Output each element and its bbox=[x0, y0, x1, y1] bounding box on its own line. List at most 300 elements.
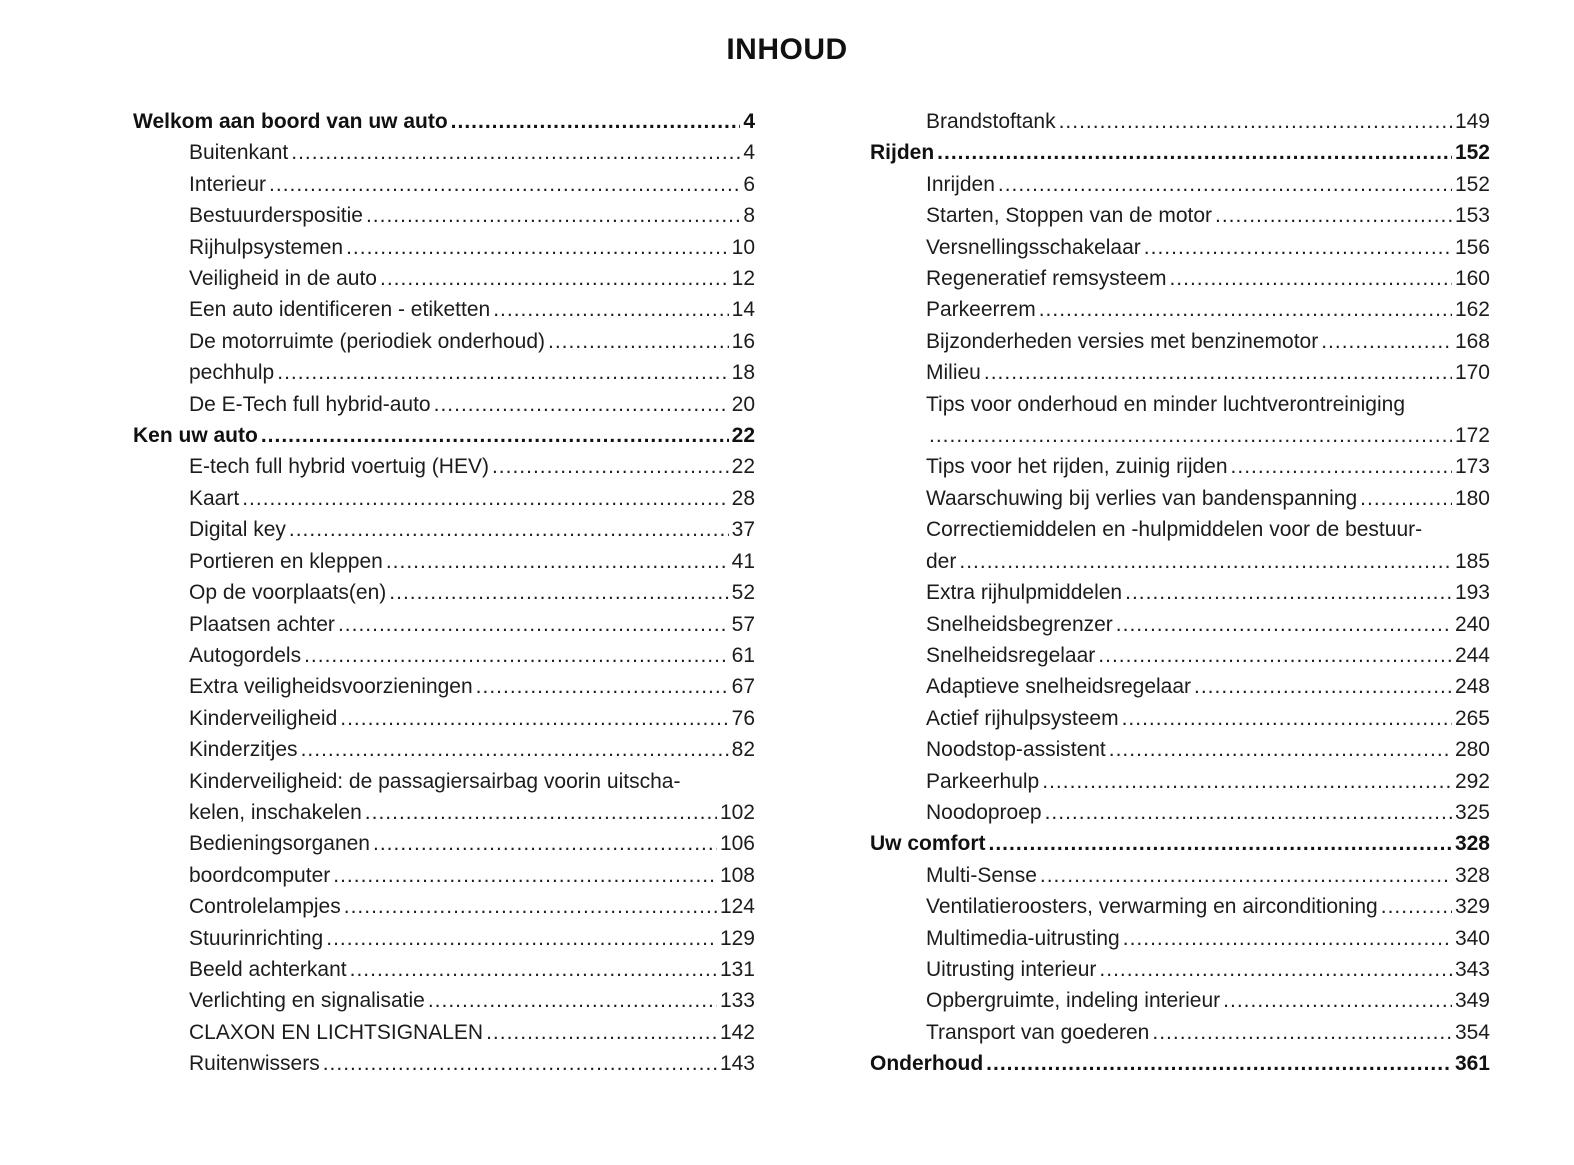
toc-entry[interactable] bbox=[870, 891, 1490, 922]
toc-entry[interactable] bbox=[133, 169, 755, 200]
toc-entry-page: 131 bbox=[719, 957, 755, 981]
toc-entry[interactable] bbox=[870, 1017, 1490, 1048]
toc-entry-page: 162 bbox=[1454, 298, 1490, 322]
dot-leader bbox=[1099, 954, 1452, 985]
toc-entry[interactable] bbox=[870, 860, 1490, 891]
toc-entry-line bbox=[926, 451, 1490, 482]
toc-entry-label: Kinderzitjes bbox=[189, 738, 298, 762]
toc-entry[interactable] bbox=[870, 954, 1490, 985]
toc-entry-wrap-text: Correctiemiddelen en -hulpmiddelen voor de bestuur- bbox=[926, 518, 1423, 542]
dot-leader bbox=[1045, 797, 1452, 828]
toc-entry-line bbox=[189, 640, 755, 671]
toc-entry-label: Bedieningsorganen bbox=[189, 832, 370, 856]
toc-entry-page: 41 bbox=[731, 549, 755, 573]
toc-entry-page: 160 bbox=[1454, 267, 1490, 291]
toc-entry-label: Milieu bbox=[926, 361, 981, 385]
dot-leader bbox=[1169, 263, 1452, 294]
toc-entry-page: 185 bbox=[1454, 549, 1490, 573]
toc-entry-label: De motorruimte (periodiek onderhoud) bbox=[189, 329, 546, 353]
toc-entry[interactable] bbox=[133, 1017, 755, 1048]
toc-entry[interactable] bbox=[133, 420, 755, 451]
toc-entry-label: Rijhulpsystemen bbox=[189, 235, 344, 259]
toc-entry-line bbox=[870, 828, 1490, 859]
toc-entry-label: Autogordels bbox=[189, 643, 302, 667]
toc-entry[interactable] bbox=[133, 232, 755, 263]
toc-entry-label: pechhulp bbox=[189, 361, 275, 385]
dot-leader bbox=[373, 828, 717, 859]
toc-entry-label: Multi-Sense bbox=[926, 863, 1037, 887]
toc-entry-label: Buitenkant bbox=[189, 141, 289, 165]
toc-entry[interactable] bbox=[870, 389, 1490, 452]
toc-entry-line bbox=[870, 137, 1490, 168]
toc-entry[interactable] bbox=[133, 137, 755, 168]
toc-entry-page: 67 bbox=[731, 675, 755, 699]
dot-leader bbox=[1194, 671, 1452, 702]
toc-entry-page: 170 bbox=[1454, 361, 1490, 385]
toc-entry[interactable] bbox=[870, 357, 1490, 388]
toc-entry-label: Noodstop-assistent bbox=[926, 738, 1106, 762]
toc-entry-page: 108 bbox=[719, 863, 755, 887]
toc-entry-page: 340 bbox=[1454, 926, 1490, 950]
toc-entry-page: 244 bbox=[1454, 643, 1490, 667]
dot-leader bbox=[380, 263, 729, 294]
dot-leader bbox=[291, 137, 740, 168]
toc-entry-page: 82 bbox=[731, 738, 755, 762]
toc-entry-label: Noodoproep bbox=[926, 800, 1042, 824]
dot-leader bbox=[984, 357, 1452, 388]
dot-leader bbox=[476, 671, 729, 702]
toc-entry-page: 102 bbox=[719, 800, 755, 824]
toc-entry[interactable] bbox=[133, 483, 755, 514]
toc-entry-page: 22 bbox=[731, 455, 755, 479]
toc-entry-label: Versnellingsschakelaar bbox=[926, 235, 1141, 259]
dot-leader bbox=[301, 734, 729, 765]
dot-leader bbox=[1381, 891, 1452, 922]
toc-entry-line bbox=[926, 232, 1490, 263]
toc-entry[interactable] bbox=[870, 294, 1490, 325]
toc-entry-line bbox=[189, 671, 755, 702]
toc-entry[interactable] bbox=[870, 169, 1490, 200]
toc-entry-page: 156 bbox=[1454, 235, 1490, 259]
toc-entry-line bbox=[926, 954, 1490, 985]
dot-leader bbox=[1098, 640, 1452, 671]
dot-leader bbox=[289, 514, 729, 545]
toc-entry-line bbox=[189, 985, 755, 1016]
toc-entry[interactable] bbox=[870, 797, 1490, 828]
dot-leader bbox=[929, 420, 1452, 451]
dot-leader bbox=[323, 1048, 717, 1079]
dot-leader bbox=[998, 169, 1452, 200]
toc-entry-wrap-text: Tips voor onderhoud en minder luchtverontreiniging bbox=[926, 392, 1406, 416]
toc-entry-label: kelen, inschakelen bbox=[189, 800, 362, 824]
toc-entry-label: Parkeerrem bbox=[926, 298, 1036, 322]
toc-entry-page: 20 bbox=[731, 392, 755, 416]
dot-leader bbox=[333, 860, 717, 891]
toc-entry[interactable] bbox=[870, 766, 1490, 797]
dot-leader bbox=[340, 703, 728, 734]
toc-entry-label: Uw comfort bbox=[870, 832, 986, 856]
dot-leader bbox=[346, 232, 729, 263]
toc-entry[interactable] bbox=[870, 483, 1490, 514]
toc-entry-line bbox=[189, 263, 755, 294]
toc-entry-line bbox=[189, 734, 755, 765]
toc-entry[interactable] bbox=[133, 577, 755, 608]
toc-entry-line bbox=[189, 169, 755, 200]
toc-entry-page: 354 bbox=[1454, 1020, 1490, 1044]
toc-entry-page: 292 bbox=[1454, 769, 1490, 793]
toc-entry-page: 10 bbox=[731, 235, 755, 259]
toc-entry[interactable] bbox=[870, 828, 1490, 859]
toc-entry-label: Multimedia-uitrusting bbox=[926, 926, 1120, 950]
toc-entry[interactable] bbox=[133, 1048, 755, 1079]
toc-entry[interactable] bbox=[133, 671, 755, 702]
toc-entry-line bbox=[926, 546, 1490, 577]
toc-entry-line bbox=[189, 514, 755, 545]
toc-entry-line bbox=[189, 483, 755, 514]
toc-entry-label: Brandstoftank bbox=[926, 110, 1056, 133]
toc-entry-label: Een auto identificeren - etiketten bbox=[189, 298, 491, 322]
toc-entry-label: Kaart bbox=[189, 486, 240, 510]
toc-entry-line bbox=[189, 577, 755, 608]
toc-entry-label: Snelheidsbegrenzer bbox=[926, 612, 1113, 636]
toc-entry-line bbox=[926, 640, 1490, 671]
dot-leader bbox=[493, 294, 728, 325]
toc-entry[interactable] bbox=[870, 640, 1490, 671]
toc-entry[interactable] bbox=[133, 389, 755, 420]
toc-entry[interactable] bbox=[133, 263, 755, 294]
toc-entry-page: 193 bbox=[1454, 581, 1490, 605]
toc-entry-label: Ruitenwissers bbox=[189, 1052, 320, 1076]
toc-entry-page: 152 bbox=[1454, 141, 1490, 165]
toc-entry-page: 240 bbox=[1454, 612, 1490, 636]
dot-leader bbox=[1321, 326, 1452, 357]
toc-entry-line bbox=[926, 420, 1490, 451]
toc-entry-line bbox=[926, 985, 1490, 1016]
dot-leader bbox=[1223, 985, 1452, 1016]
toc-entry-line bbox=[926, 326, 1490, 357]
toc-entry-line bbox=[926, 860, 1490, 891]
toc-entry[interactable] bbox=[870, 326, 1490, 357]
toc-entry[interactable] bbox=[133, 891, 755, 922]
toc-entry-label: Transport van goederen bbox=[926, 1020, 1150, 1044]
toc-entry[interactable] bbox=[870, 703, 1490, 734]
toc-entry-line bbox=[926, 577, 1490, 608]
toc-entry-line bbox=[189, 954, 755, 985]
toc-entry-label: E-tech full hybrid voertuig (HEV) bbox=[189, 455, 489, 479]
toc-entry[interactable] bbox=[133, 357, 755, 388]
toc-entry-line bbox=[926, 294, 1490, 325]
toc-entry[interactable] bbox=[870, 200, 1490, 231]
toc-entry-line bbox=[926, 923, 1490, 954]
toc-entry-page: 265 bbox=[1454, 706, 1490, 730]
dot-leader bbox=[269, 169, 740, 200]
toc-entry-label: De E-Tech full hybrid-auto bbox=[189, 392, 431, 416]
toc-entry-wrap-text: Kinderveiligheid: de passagiersairbag voorin uitscha- bbox=[189, 769, 681, 793]
toc-entry-page: 37 bbox=[731, 518, 755, 542]
toc-entry-page: 6 bbox=[743, 172, 755, 196]
toc-entry[interactable] bbox=[133, 640, 755, 671]
dot-leader bbox=[1125, 577, 1452, 608]
dot-leader bbox=[261, 420, 729, 451]
toc-entry-page: 172 bbox=[1454, 424, 1490, 448]
dot-leader bbox=[326, 923, 717, 954]
toc-entry-label: Uitrusting interieur bbox=[926, 957, 1097, 981]
toc-entry[interactable] bbox=[133, 326, 755, 357]
toc-entry-line bbox=[189, 703, 755, 734]
toc-entry-label: Parkeerhulp bbox=[926, 769, 1040, 793]
dot-leader bbox=[1109, 734, 1452, 765]
toc-entry[interactable] bbox=[870, 263, 1490, 294]
toc-entry-line bbox=[189, 860, 755, 891]
toc-entry-page: 329 bbox=[1454, 895, 1490, 919]
toc-entry-page: 328 bbox=[1454, 832, 1490, 856]
page-title: INHOUD bbox=[726, 33, 848, 66]
toc-entry[interactable] bbox=[870, 451, 1490, 482]
dot-leader bbox=[386, 546, 729, 577]
toc-entry-line bbox=[133, 106, 755, 137]
toc-entry-label: Actief rijhulpsysteem bbox=[926, 706, 1119, 730]
toc-entry-page: 76 bbox=[731, 706, 755, 730]
toc-entry-label: Portieren en kleppen bbox=[189, 549, 383, 573]
toc-entry-line bbox=[189, 200, 755, 231]
toc-entry-label: Opbergruimte, indeling interieur bbox=[926, 989, 1221, 1013]
toc-entry-line bbox=[926, 734, 1490, 765]
toc-entry-line bbox=[189, 357, 755, 388]
toc-entry[interactable] bbox=[133, 546, 755, 577]
toc-entry[interactable] bbox=[870, 577, 1490, 608]
toc-entry[interactable] bbox=[870, 232, 1490, 263]
toc-entry[interactable] bbox=[870, 106, 1490, 137]
toc-entry-page: 168 bbox=[1454, 329, 1490, 353]
toc-entry[interactable] bbox=[133, 106, 755, 137]
toc-entry[interactable] bbox=[870, 609, 1490, 640]
toc-entry[interactable] bbox=[133, 200, 755, 231]
toc-entry-label: der bbox=[926, 549, 957, 573]
toc-entry[interactable] bbox=[133, 828, 755, 859]
dot-leader bbox=[1116, 609, 1452, 640]
toc-entry-page: 328 bbox=[1454, 863, 1490, 887]
toc-entry-page: 61 bbox=[731, 643, 755, 667]
toc-entry[interactable] bbox=[133, 954, 755, 985]
dot-leader bbox=[365, 797, 717, 828]
toc-entry-page: 16 bbox=[731, 329, 755, 353]
dot-leader bbox=[350, 954, 717, 985]
toc-entry[interactable] bbox=[870, 734, 1490, 765]
toc-entry-label: Veiligheid in de auto bbox=[189, 267, 377, 291]
toc-entry-line bbox=[189, 546, 755, 577]
toc-entry-page: 153 bbox=[1454, 204, 1490, 228]
toc-entry-page: 28 bbox=[731, 486, 755, 510]
toc-entry-page: 349 bbox=[1454, 989, 1490, 1013]
toc-entry-label: Onderhoud bbox=[870, 1052, 984, 1076]
toc-entry[interactable] bbox=[133, 860, 755, 891]
dot-leader bbox=[338, 609, 729, 640]
dot-leader bbox=[428, 985, 717, 1016]
toc-entry-label: Rijden bbox=[870, 141, 935, 165]
toc-entry-page: 149 bbox=[1454, 110, 1490, 133]
toc-entry-page: 18 bbox=[731, 361, 755, 385]
dot-leader bbox=[389, 577, 728, 608]
toc-entry-line bbox=[189, 891, 755, 922]
toc-entry-page: 8 bbox=[743, 204, 755, 228]
dot-leader bbox=[1215, 200, 1452, 231]
toc-entry[interactable] bbox=[133, 703, 755, 734]
dot-leader bbox=[486, 1017, 717, 1048]
toc-entry-label: Bestuurderspositie bbox=[189, 204, 363, 228]
toc-entry[interactable] bbox=[870, 1048, 1490, 1079]
dot-leader bbox=[434, 389, 729, 420]
toc-entry-page: 143 bbox=[719, 1052, 755, 1076]
dot-leader bbox=[1040, 860, 1452, 891]
toc-entry-page: 106 bbox=[719, 832, 755, 856]
toc-entry-line bbox=[189, 451, 755, 482]
toc-entry-line bbox=[926, 357, 1490, 388]
dot-leader bbox=[366, 200, 740, 231]
toc-entry-line bbox=[926, 263, 1490, 294]
dot-leader bbox=[937, 137, 1452, 168]
toc-entry-page: 124 bbox=[719, 895, 755, 919]
toc-entry-label: CLAXON EN LICHTSIGNALEN bbox=[189, 1020, 484, 1044]
dot-leader bbox=[1123, 923, 1452, 954]
toc-entry[interactable] bbox=[133, 734, 755, 765]
toc-entry-page: 22 bbox=[731, 424, 755, 448]
toc-entry-label: Extra rijhulpmiddelen bbox=[926, 581, 1123, 605]
dot-leader bbox=[451, 106, 741, 137]
toc-entry-line bbox=[189, 1017, 755, 1048]
dot-leader bbox=[344, 891, 717, 922]
toc-entry-page: 133 bbox=[719, 989, 755, 1013]
toc-entry-line bbox=[189, 232, 755, 263]
toc-entry[interactable] bbox=[133, 609, 755, 640]
toc-entry-line bbox=[189, 1048, 755, 1079]
toc-entry-page: 52 bbox=[731, 581, 755, 605]
toc-entry-label: Digital key bbox=[189, 518, 286, 542]
toc-entry-line bbox=[189, 828, 755, 859]
toc-entry-page: 14 bbox=[731, 298, 755, 322]
toc-columns bbox=[0, 106, 1574, 1080]
dot-leader bbox=[548, 326, 729, 357]
toc-entry-label: Waarschuwing bij verlies van bandenspanning bbox=[926, 486, 1358, 510]
toc-entry[interactable] bbox=[133, 451, 755, 482]
toc-entry-page: 129 bbox=[719, 926, 755, 950]
toc-entry-label: Bijzonderheden versies met benzinemotor bbox=[926, 329, 1319, 353]
toc-entry-label: Controlelampjes bbox=[189, 895, 341, 919]
toc-entry-label: Ventilatieroosters, verwarming en airconditioning bbox=[926, 895, 1378, 919]
toc-entry-label: Extra veiligheidsvoorzieningen bbox=[189, 675, 473, 699]
toc-entry[interactable] bbox=[870, 923, 1490, 954]
toc-entry-label: Ken uw auto bbox=[133, 424, 258, 448]
dot-leader bbox=[1042, 766, 1452, 797]
toc-entry-label: Tips voor het rijden, zuinig rijden bbox=[926, 455, 1228, 479]
toc-entry-line bbox=[870, 1048, 1490, 1079]
toc-entry-label: Interieur bbox=[189, 172, 267, 196]
toc-entry-page: 248 bbox=[1454, 675, 1490, 699]
toc-entry-label: Stuurinrichting bbox=[189, 926, 324, 950]
dot-leader bbox=[304, 640, 729, 671]
dot-leader bbox=[242, 483, 728, 514]
toc-entry-page: 343 bbox=[1454, 957, 1490, 981]
toc-entry-label: boordcomputer bbox=[189, 863, 331, 887]
toc-entry-line bbox=[189, 137, 755, 168]
dot-leader bbox=[989, 828, 1452, 859]
toc-column-left bbox=[133, 106, 755, 1080]
toc-entry[interactable] bbox=[133, 294, 755, 325]
toc-entry-label: Beeld achterkant bbox=[189, 957, 347, 981]
toc-entry-page: 180 bbox=[1454, 486, 1490, 510]
toc-entry-page: 4 bbox=[743, 110, 755, 133]
toc-entry-label: Op de voorplaats(en) bbox=[189, 581, 387, 605]
toc-entry[interactable] bbox=[870, 514, 1490, 577]
toc-entry[interactable] bbox=[870, 671, 1490, 702]
toc-entry-line bbox=[926, 891, 1490, 922]
dot-leader bbox=[277, 357, 728, 388]
dot-leader bbox=[1039, 294, 1452, 325]
toc-entry-line bbox=[189, 326, 755, 357]
toc-entry-label: Verlichting en signalisatie bbox=[189, 989, 425, 1013]
toc-entry-line bbox=[189, 389, 755, 420]
toc-entry-label: Regeneratief remsysteem bbox=[926, 267, 1167, 291]
toc-entry-line bbox=[189, 797, 755, 828]
dot-leader bbox=[1231, 451, 1452, 482]
dot-leader bbox=[492, 451, 729, 482]
toc-entry-line bbox=[926, 200, 1490, 231]
toc-entry-page: 12 bbox=[731, 267, 755, 291]
dot-leader bbox=[1152, 1017, 1452, 1048]
toc-entry-label: Welkom aan boord van uw auto bbox=[133, 110, 448, 133]
toc-entry-line bbox=[926, 169, 1490, 200]
toc-entry-page: 142 bbox=[719, 1020, 755, 1044]
toc-entry-label: Kinderveiligheid bbox=[189, 706, 338, 730]
toc-entry-line bbox=[926, 1017, 1490, 1048]
toc-entry-line bbox=[926, 483, 1490, 514]
toc-entry[interactable] bbox=[133, 923, 755, 954]
toc-column-right bbox=[870, 106, 1490, 1080]
toc-entry-label: Inrijden bbox=[926, 172, 995, 196]
dot-leader bbox=[1144, 232, 1452, 263]
toc-entry-label: Snelheidsregelaar bbox=[926, 643, 1096, 667]
dot-leader bbox=[986, 1048, 1452, 1079]
toc-entry[interactable] bbox=[870, 985, 1490, 1016]
toc-entry-page: 173 bbox=[1454, 455, 1490, 479]
toc-entry-line bbox=[926, 797, 1490, 828]
toc-entry[interactable] bbox=[133, 766, 755, 829]
toc-entry-page: 280 bbox=[1454, 738, 1490, 762]
toc-entry-line bbox=[189, 294, 755, 325]
toc-entry[interactable] bbox=[133, 514, 755, 545]
toc-entry-page: 4 bbox=[743, 141, 755, 165]
toc-entry[interactable] bbox=[133, 985, 755, 1016]
toc-entry-line bbox=[189, 923, 755, 954]
toc-entry-label: Starten, Stoppen van de motor bbox=[926, 204, 1213, 228]
toc-entry-line bbox=[926, 766, 1490, 797]
dot-leader bbox=[1059, 106, 1452, 137]
toc-entry-label: Plaatsen achter bbox=[189, 612, 335, 636]
toc-entry-page: 361 bbox=[1454, 1052, 1490, 1076]
toc-entry-line bbox=[926, 106, 1490, 137]
toc-entry-page: 57 bbox=[731, 612, 755, 636]
toc-entry-line bbox=[133, 420, 755, 451]
toc-entry-line bbox=[189, 609, 755, 640]
dot-leader bbox=[1360, 483, 1452, 514]
toc-entry-page: 152 bbox=[1454, 172, 1490, 196]
toc-entry-label: Adaptieve snelheidsregelaar bbox=[926, 675, 1192, 699]
dot-leader bbox=[959, 546, 1452, 577]
toc-entry-line bbox=[926, 703, 1490, 734]
toc-entry-line bbox=[926, 671, 1490, 702]
dot-leader bbox=[1122, 703, 1452, 734]
toc-entry-page: 325 bbox=[1454, 800, 1490, 824]
toc-entry[interactable] bbox=[870, 137, 1490, 168]
